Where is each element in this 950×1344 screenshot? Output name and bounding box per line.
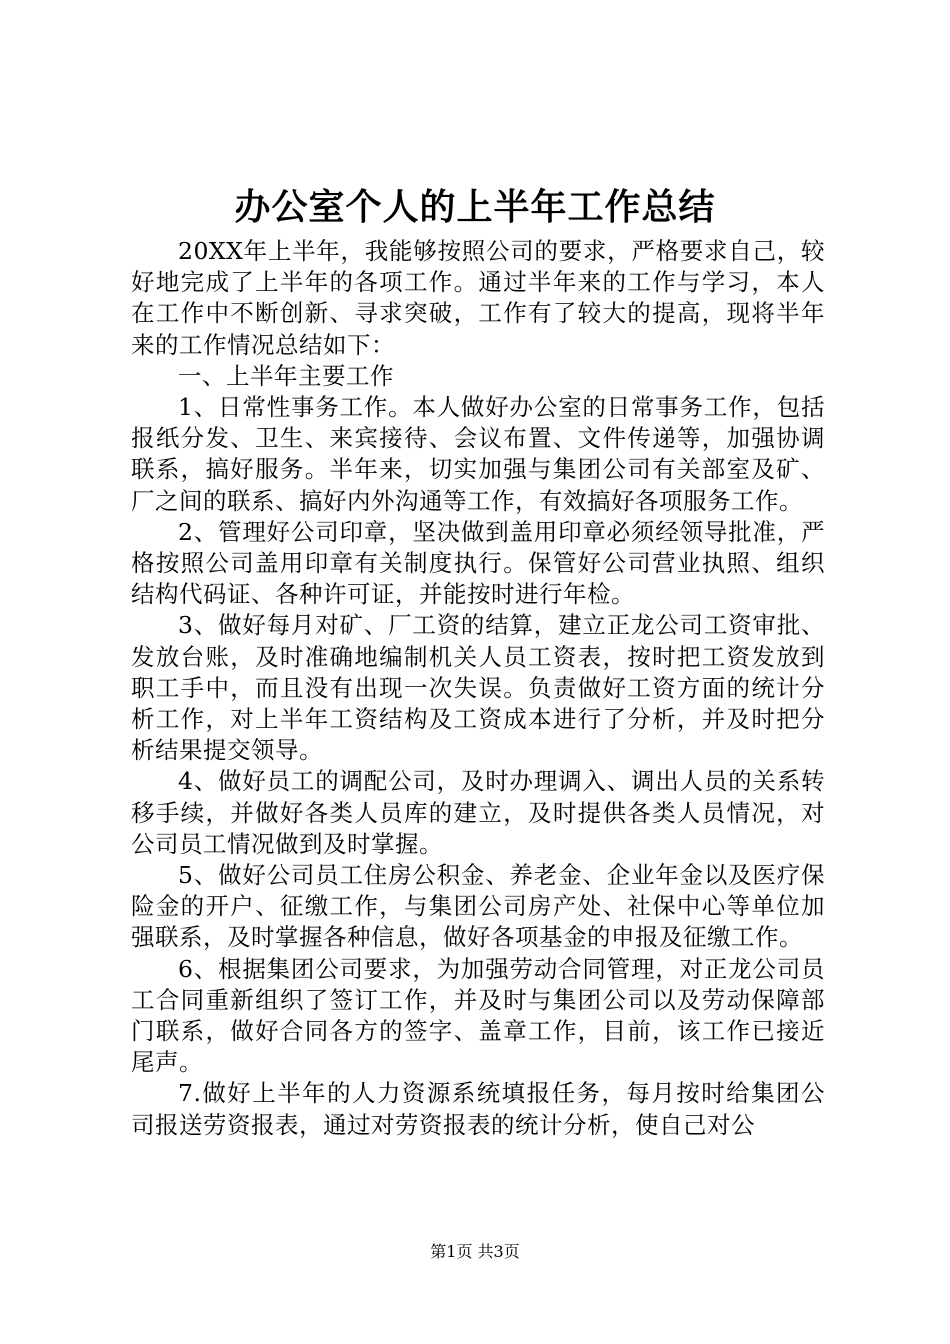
paragraph-item-6: 6、根据集团公司要求，为加强劳动合同管理，对正龙公司员工合同重新组织了签订工作，并及时与集团公司以及劳动保障部门联系，做好合同各方的签字、盖章工作，目前，该工作已接近尾声。 — [131, 954, 825, 1077]
document-title: 办公室个人的上半年工作总结 — [234, 186, 716, 228]
paragraph-item-2: 2、管理好公司印章，坚决做到盖用印章必须经领导批准，严格按照公司盖用印章有关制度执行。保管好公司营业执照、组织结构代码证、各种许可证，并能按时进行年检。 — [131, 517, 825, 609]
paragraph-item-5: 5、做好公司员工住房公积金、养老金、企业年金以及医疗保险金的开户、征缴工作，与集团公司房产处、社保中心等单位加强联系，及时掌握各种信息，做好各项基金的申报及征缴工作。 — [131, 861, 825, 952]
section-heading: 一、上半年主要工作 — [178, 361, 394, 390]
paragraph-item-1: 1、日常性事务工作。本人做好办公室的日常事务工作，包括报纸分发、卫生、来宾接待、会议布置、文件传递等，加强协调联系，搞好服务。半年来，切实加强与集团公司有关部室及矿、厂之间的联系、搞好内外沟通等工作，有效搞好各项服务工作。 — [131, 393, 825, 515]
document-body — [131, 236, 825, 1141]
paragraph-item-4: 4、做好员工的调配公司，及时办理调入、调出人员的关系转移手续，并做好各类人员库的建立，及时提供各类人员情况，对公司员工情况做到及时掌握。 — [131, 767, 825, 858]
page-number-footer: 第1页 共3页 — [430, 1242, 520, 1261]
paragraph-item-3: 3、做好每月对矿、厂工资的结算，建立正龙公司工资审批、发放台账，及时准确地编制机关人员工资表，按时把工资发放到职工手中，而且没有出现一次失误。负责做好工资方面的统计分析工作，对上半年工资结构及工资成本进行了分析，并及时把分析结果提交领导。 — [131, 611, 825, 765]
paragraph-item-7: 7.做好上半年的人力资源系统填报任务，每月按时给集团公司报送劳资报表，通过对劳资报表的统计分析，使自己对公 — [131, 1079, 825, 1139]
paragraph-intro: 20XX年上半年，我能够按照公司的要求，严格要求自己，较好地完成了上半年的各项工作。通过半年来的工作与学习，本人在工作中不断创新、寻求突破，工作有了较大的提高，现将半年来的工作情况总结如下： — [131, 237, 825, 359]
